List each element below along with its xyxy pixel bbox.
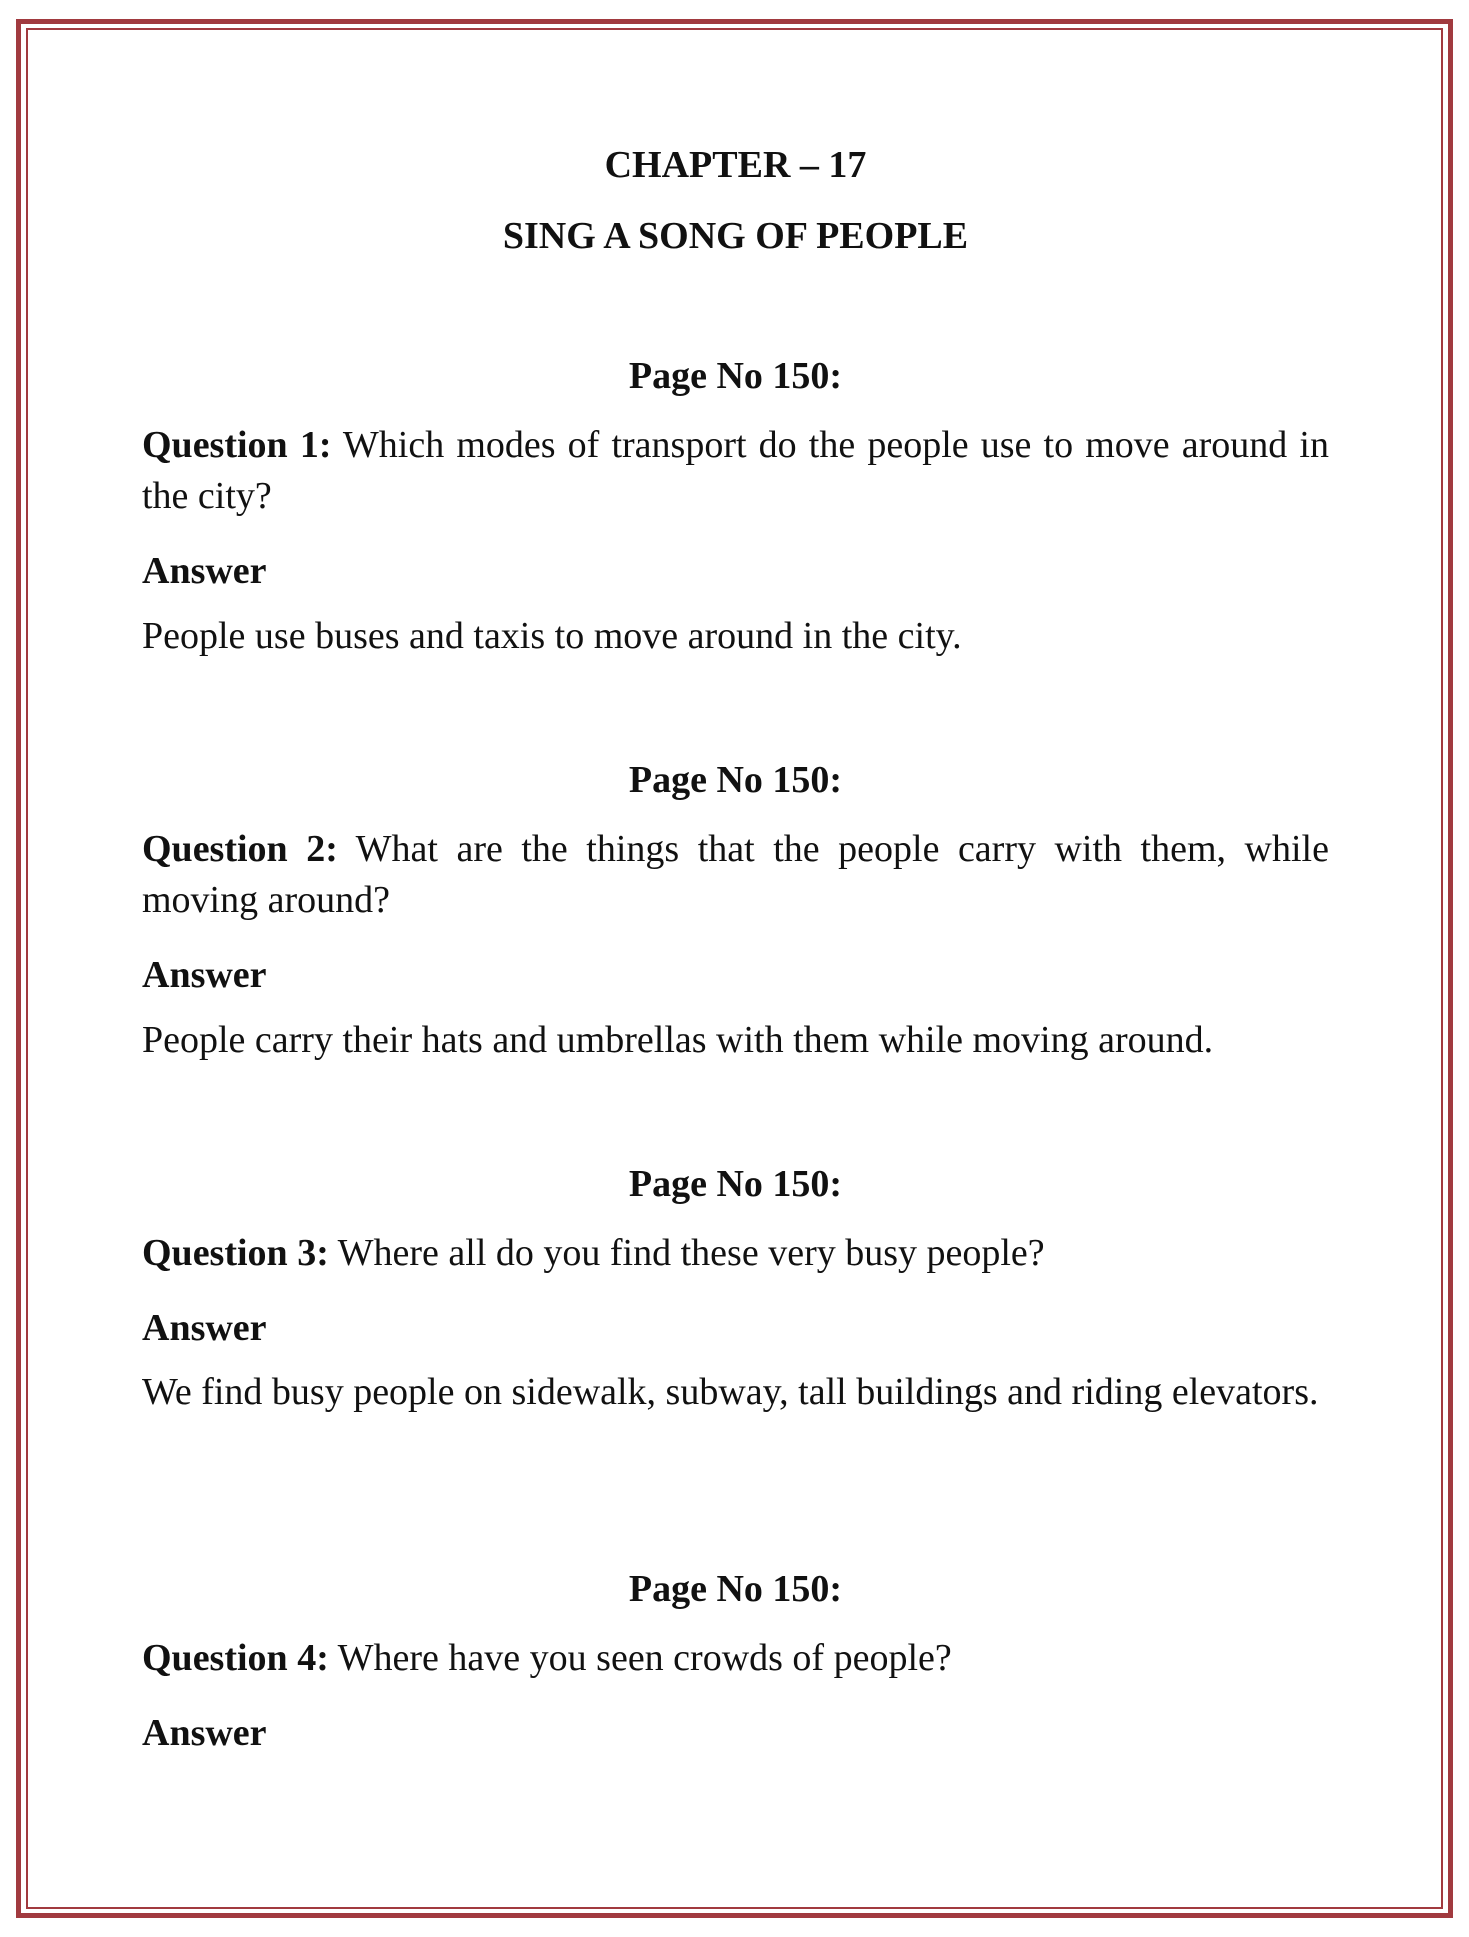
qa-block-4 [142, 1567, 1329, 1754]
question-text [142, 1228, 1329, 1279]
chapter-title: SING A SONG OF PEOPLE [502, 215, 969, 257]
answer-text: People carry their hats and umbrellas with them while moving around. [142, 1019, 1214, 1061]
qa-block-2 [142, 758, 1329, 1061]
question-text [142, 420, 1329, 522]
question-body: Where have you seen crowds of people? [328, 1637, 952, 1679]
question-body: Where all do you find these very busy people? [328, 1232, 1045, 1274]
page-number: Page No 150: [628, 355, 843, 397]
question-text [142, 824, 1329, 926]
answer-label: Answer [142, 954, 267, 996]
question-label: Question 3: [142, 1232, 329, 1274]
answer-label: Answer [142, 1307, 267, 1349]
answer-text: We find busy people on sidewalk, subway, tall buildings and riding elevators. [142, 1371, 1319, 1413]
answer-label: Answer [142, 1712, 267, 1754]
page-number: Page No 150: [628, 1163, 843, 1205]
answer-label: Answer [142, 550, 267, 592]
answer-text: People use buses and taxis to move around in the city. [142, 615, 962, 657]
question-label: Question 2: [142, 828, 338, 870]
question-label: Question 4: [142, 1637, 329, 1679]
question-body: What are the things that the people carry with them, while moving around? [142, 828, 1329, 921]
page-number: Page No 150: [628, 759, 843, 801]
qa-block-3 [142, 1162, 1329, 1413]
page-number: Page No 150: [628, 1568, 843, 1610]
question-label: Question 1: [142, 424, 332, 466]
question-body: Which modes of transport do the people use to move around in the city? [142, 424, 1329, 517]
question-text [142, 1633, 1329, 1684]
qa-block-1 [142, 354, 1329, 657]
chapter-heading: CHAPTER – 17 [604, 144, 867, 186]
